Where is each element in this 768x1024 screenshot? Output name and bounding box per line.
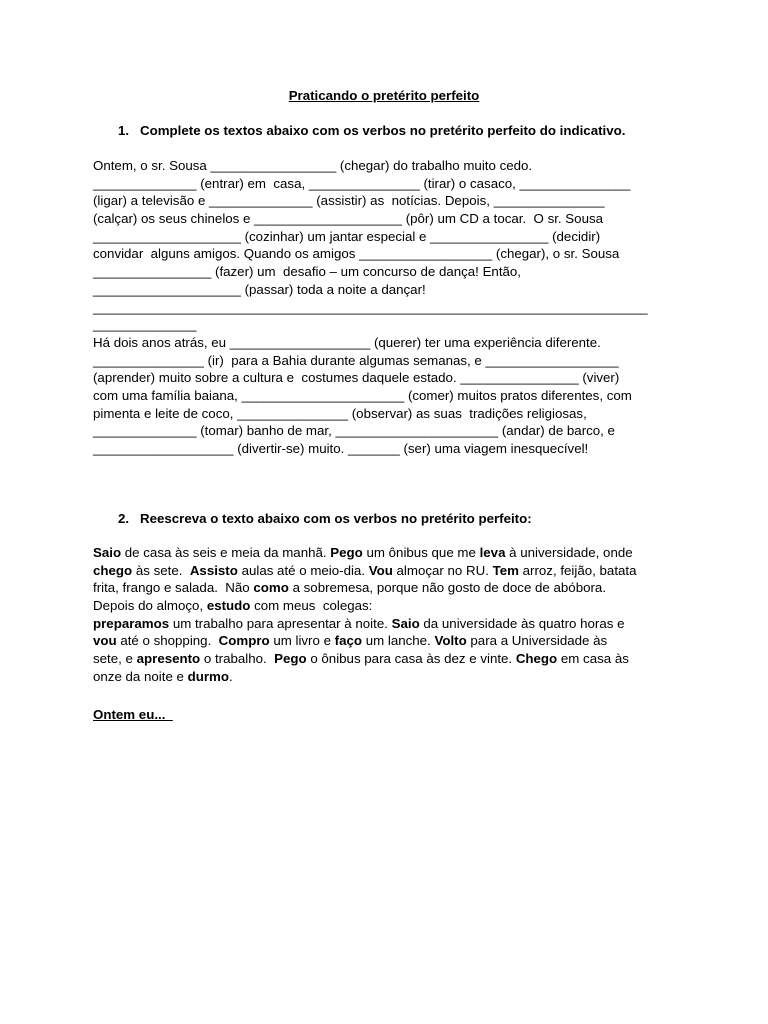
text-segment: às sete. [132, 562, 190, 578]
question-2-text: Reescreva o texto abaixo com os verbos no pretérito perfeito: [140, 511, 532, 526]
verb: Tem [492, 562, 519, 578]
exercise-1-line: ______________ (tomar) banho de mar, ______________________ (andar) de barco, e [93, 423, 615, 439]
text-segment: um trabalho para apresentar à noite. [169, 615, 392, 631]
verb: Assisto [189, 562, 238, 578]
text-segment: para a Universidade às [466, 633, 608, 649]
exercise-1-line: _______________ (ir) para a Bahia durante algumas semanas, e __________________ [93, 352, 619, 368]
text-segment: um ônibus que me [362, 545, 480, 560]
exercise-1-line: (ligar) a televisão e ______________ (assistir) as notícias. Depois, _______________ [93, 193, 605, 209]
text-segment: até o shopping. [116, 633, 219, 649]
exercise-1-line: ____________________ (cozinhar) um jantar especial e ________________ (decidir) [93, 228, 601, 244]
verb: faço [334, 633, 363, 649]
text-segment: a sobremesa, porque não gosto de doce de abóbora. [288, 580, 607, 596]
exercise-2-line [93, 579, 683, 597]
text-segment: . [229, 668, 233, 684]
text-segment: o ônibus para casa às dez e vinte. [306, 651, 516, 667]
verb: Saio [93, 545, 122, 560]
exercise-1-line: ________________ (fazer) um desafio – um concurso de dança! Então, [93, 264, 522, 280]
verb: apresento [136, 651, 201, 667]
exercise-2-line [93, 615, 683, 633]
exercise-1-line: (calçar) os seus chinelos e ____________________ (pôr) um CD a tocar. O sr. Sousa [93, 211, 604, 227]
exercise-1-line: ____________________ (passar) toda a noite a dançar! [93, 281, 426, 297]
text-segment: de casa às seis e meia da manhã. [121, 545, 331, 560]
text-segment: Depois do almoço, [93, 598, 207, 614]
verb: Compro [218, 633, 270, 649]
exercise-1-line: Ontem, o sr. Sousa _________________ (chegar) do trabalho muito cedo. [93, 158, 533, 173]
page-title: Praticando o pretérito perfeito [288, 88, 480, 103]
text-segment: à universidade, onde [505, 545, 633, 560]
text-segment: em casa às [557, 651, 629, 667]
verb: leva [479, 545, 506, 560]
text-segment: aulas até o meio-dia. [237, 562, 369, 578]
text-segment: com meus colegas: [250, 598, 373, 614]
verb: Vou [368, 562, 393, 578]
text-segment: um lanche. [362, 633, 435, 649]
question-1-heading [118, 122, 625, 139]
verb: vou [93, 633, 117, 649]
exercise-1-line: Há dois anos atrás, eu ___________________ (querer) ter uma experiência diferente. [93, 334, 601, 350]
verb: durmo [187, 668, 230, 684]
exercise-1-line: ______________ [93, 317, 197, 333]
text-segment: onze da noite e [93, 668, 188, 684]
verb: Saio [391, 615, 420, 631]
question-1-number: 1. [118, 123, 130, 138]
exercise-2-line [93, 544, 683, 562]
text-segment: frita, frango e salada. Não [93, 580, 254, 596]
text-segment: arroz, feijão, batata [518, 562, 637, 578]
text-segment: o trabalho. [200, 651, 275, 667]
verb: Volto [434, 633, 467, 649]
verb: Pego [274, 651, 307, 667]
exercise-1-line: pimenta e leite de coco, _______________ (observar) as suas tradições religiosas, [93, 405, 587, 421]
answer-start: Ontem eu... [93, 707, 173, 722]
verb: Pego [330, 545, 363, 560]
exercise-1-line: (aprender) muito sobre a cultura e costumes daquele estado. ________________ (viver) [93, 370, 620, 386]
question-1-text: Complete os textos abaixo com os verbos no pretérito perfeito do indicativo. [140, 123, 626, 138]
verb: chego [93, 562, 133, 578]
exercise-2-line [93, 562, 683, 580]
text-segment: da universidade às quatro horas e [419, 615, 625, 631]
exercise-2-line [93, 650, 683, 668]
exercise-2-line [93, 668, 683, 686]
verb: preparamos [93, 615, 170, 631]
question-2-number: 2. [118, 511, 130, 526]
exercise-1-line: ___________________________________________________________________________ [93, 299, 648, 315]
exercise-1-text [93, 157, 683, 458]
exercise-1-line: convidar alguns amigos. Quando os amigos __________________ (chegar), o sr. Sousa [93, 246, 620, 262]
verb: Chego [515, 651, 558, 667]
text-segment: almoçar no RU. [392, 562, 493, 578]
text-segment: um livro e [269, 633, 335, 649]
exercise-2-line [93, 632, 683, 650]
exercise-1-line: ___________________ (divertir-se) muito. _______ (ser) uma viagem inesquecível! [93, 441, 589, 456]
verb: como [253, 580, 289, 596]
verb: estudo [206, 598, 251, 614]
exercise-2-text [93, 544, 683, 686]
text-segment: sete, e [93, 651, 137, 667]
question-2-heading [118, 510, 532, 527]
exercise-1-line: com uma família baiana, ______________________ (comer) muitos pratos diferentes, com [93, 387, 632, 403]
exercise-1-line: ______________ (entrar) em casa, _______________ (tirar) o casaco, _______________ [93, 175, 631, 191]
exercise-2-line [93, 597, 683, 615]
